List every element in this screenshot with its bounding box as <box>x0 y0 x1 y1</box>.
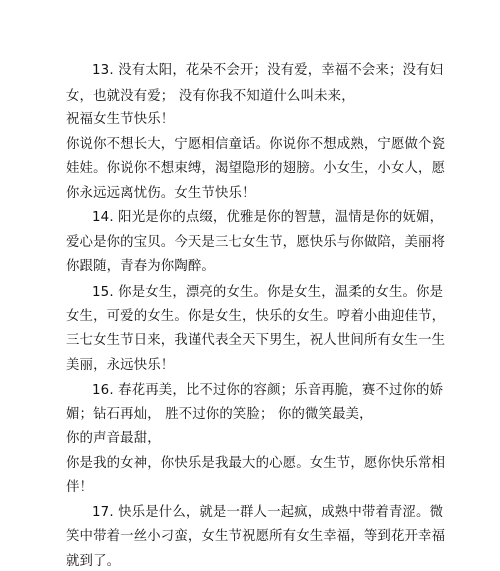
text-line: 就到了。 <box>66 554 121 569</box>
text-line: 女生，可爱的女生。你是女生，快乐的女生。哼着小曲迎佳节， <box>66 309 446 324</box>
text-line: 16. 春花再美，比不过你的容颜；乐音再脆，赛不过你的娇 <box>92 383 444 398</box>
text-line: 15. 你是女生，漂亮的女生。你是女生，温柔的女生。你是 <box>92 285 444 300</box>
text-line: 美丽，永远快乐！ <box>66 358 175 373</box>
text-line: 笑中带着一丝小刁蛮，女生节祝愿所有女生幸福，等到花开幸福 <box>66 529 446 544</box>
text-line: 你是我的女神，你快乐是我最大的心愿。女生节，愿你快乐常相 <box>66 456 446 471</box>
text-line: 娃娃。你说你不想束缚，渴望隐形的翅膀。小女生，小女人，愿 <box>66 161 446 176</box>
text-line: 14. 阳光是你的点缀，优雅是你的智慧，温情是你的妩媚， <box>92 210 444 225</box>
text-line: 女，也就没有爱； 没有你我不知道什么叫未来， <box>66 89 355 104</box>
text-line: 17. 快乐是什么，就是一群人一起疯，成熟中带着青涩。微 <box>92 505 444 520</box>
text-line: 祝福女生节快乐！ <box>66 112 175 127</box>
text-line: 你跟随，青春为你陶醉。 <box>66 259 215 274</box>
text-line: 三七女生节日来，我谨代表全天下男生，祝人世间所有女生一生 <box>66 333 446 348</box>
text-line: 伴！ <box>66 480 94 495</box>
text-line: 你永远远离忧伤。女生节快乐！ <box>66 186 256 201</box>
text-line: 爱心是你的宝贝。今天是三七女生节，愿快乐与你做陪，美丽将 <box>66 235 446 250</box>
text-line: 13. 没有太阳，花朵不会开；没有爱，幸福不会来；没有妇 <box>92 63 444 78</box>
text-line: 你说你不想长大，宁愿相信童话。你说你不想成熟，宁愿做个瓷 <box>66 137 446 152</box>
text-line: 你的声音最甜， <box>66 431 161 446</box>
text-line: 媚；钻石再灿， 胜不过你的笑脸； 你的微笑最美， <box>66 407 373 422</box>
